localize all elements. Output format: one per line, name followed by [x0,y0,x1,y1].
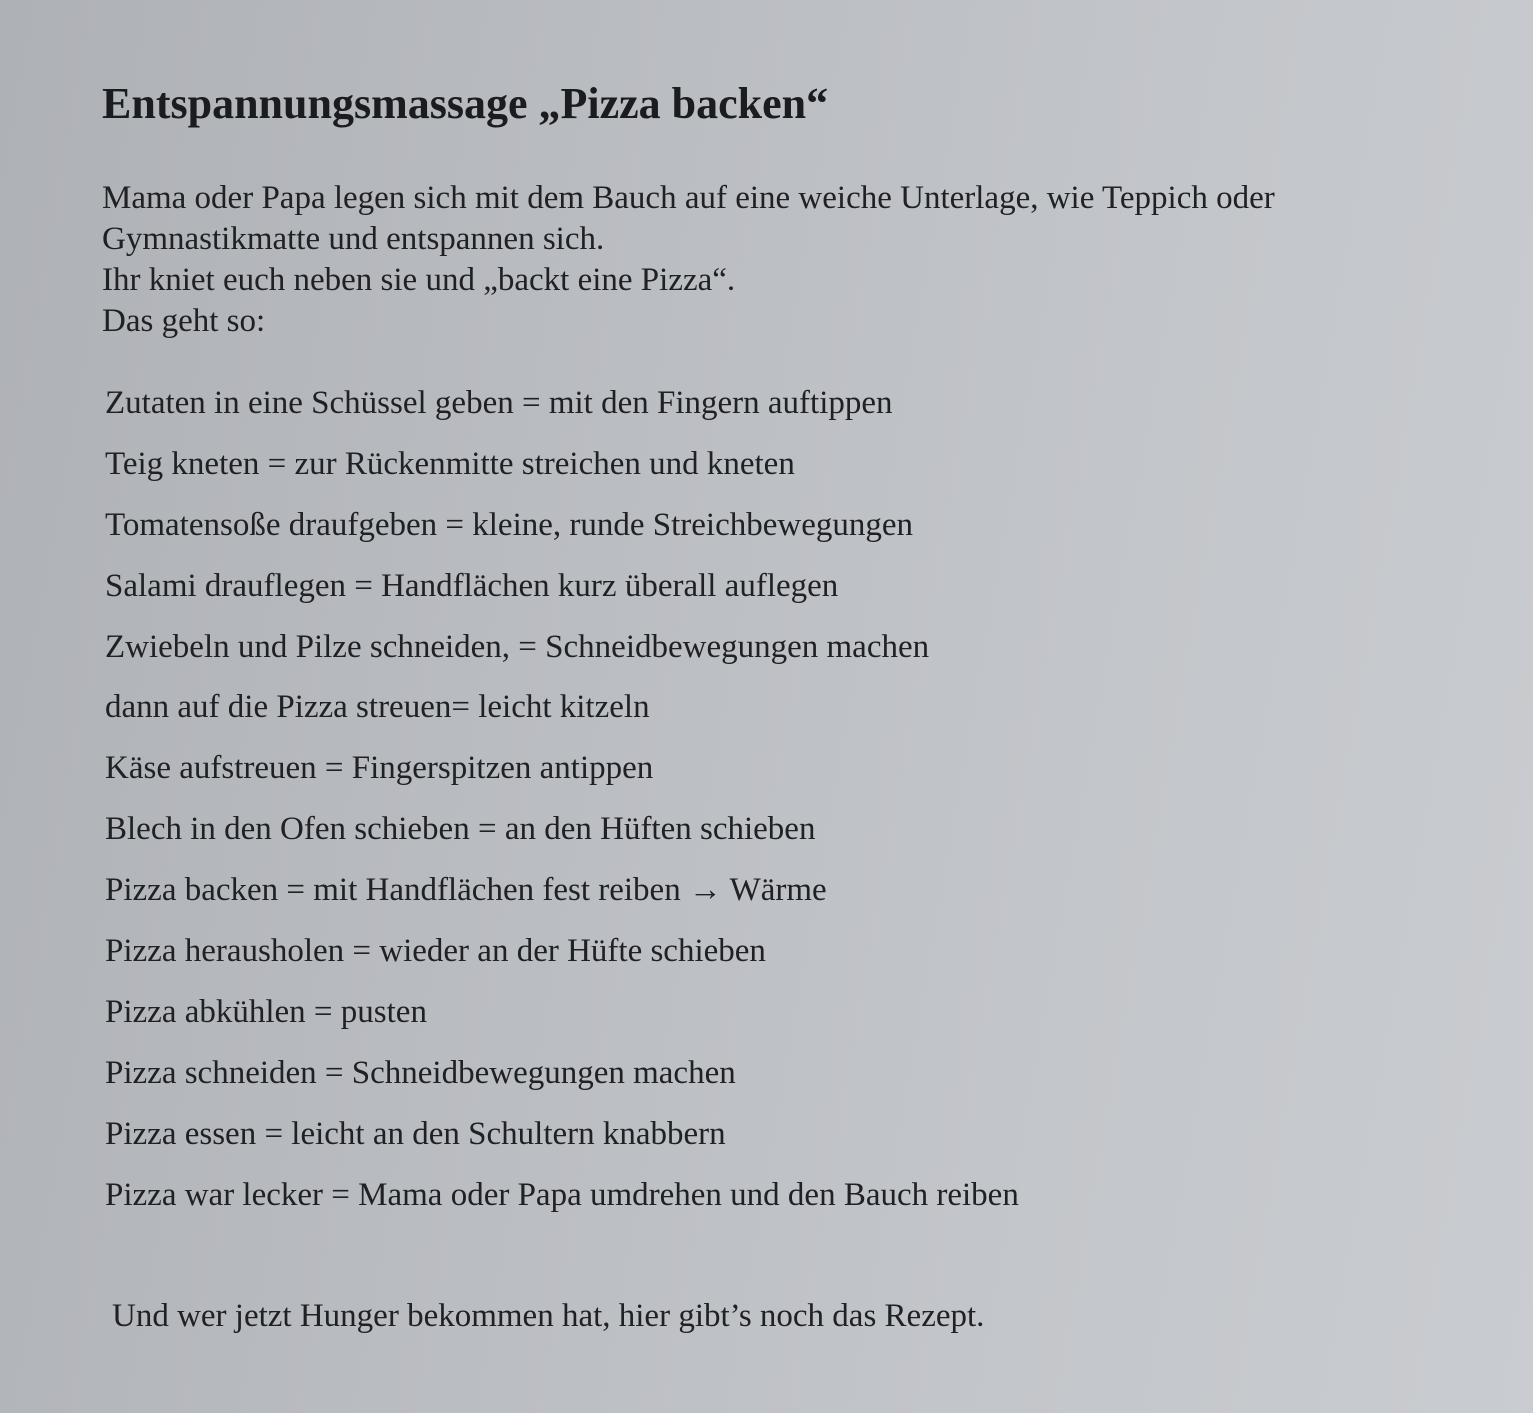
step-item: Teig kneten = zur Rückenmitte streichen und kneten [105,445,795,482]
massage-steps-list [105,383,1019,1235]
step-item: Zutaten in eine Schüssel geben = mit den Fingern auftippen [105,385,893,421]
step-item: Pizza war lecker = Mama oder Papa umdrehen und den Bauch reiben [105,1176,1019,1213]
intro-line: Mama oder Papa legen sich mit dem Bauch auf eine weiche Unterlage, wie Teppich oder [102,180,1275,216]
step-item: Pizza schneiden = Schneidbewegungen machen [105,1054,736,1091]
intro-line: Ihr kniet euch neben sie und „backt eine Pizza“. [102,262,736,298]
document-title: Entspannungsmassage „Pizza backen“ [102,79,829,128]
step-item: Pizza abkühlen = pusten [105,993,427,1030]
closing-sentence: Und wer jetzt Hunger bekommen hat, hier gibt’s noch das Rezept. [112,1298,985,1334]
step-item: Pizza herausholen = wieder an der Hüfte schieben [105,933,766,970]
step-item: Zwiebeln und Pilze schneiden, = Schneidbewegungen machen [105,628,930,665]
step-item: Salami drauflegen = Handflächen kurz überall auflegen [105,567,839,604]
step-item: Käse aufstreuen = Fingerspitzen antippen [105,750,654,787]
step-item: Tomatensoße draufgeben = kleine, runde Streichbewegungen [105,506,914,543]
intro-line: Das geht so: [102,303,266,339]
step-item: Blech in den Ofen schieben = an den Hüften schieben [105,811,816,848]
step-item: dann auf die Pizza streuen= leicht kitzeln [105,689,650,726]
step-item: Pizza essen = leicht an den Schultern knabbern [105,1115,726,1152]
intro-line: Gymnastikmatte und entspannen sich. [102,221,605,257]
step-item: Pizza backen = mit Handflächen fest reiben → Wärme [105,872,827,909]
intro-paragraph [102,178,1275,342]
